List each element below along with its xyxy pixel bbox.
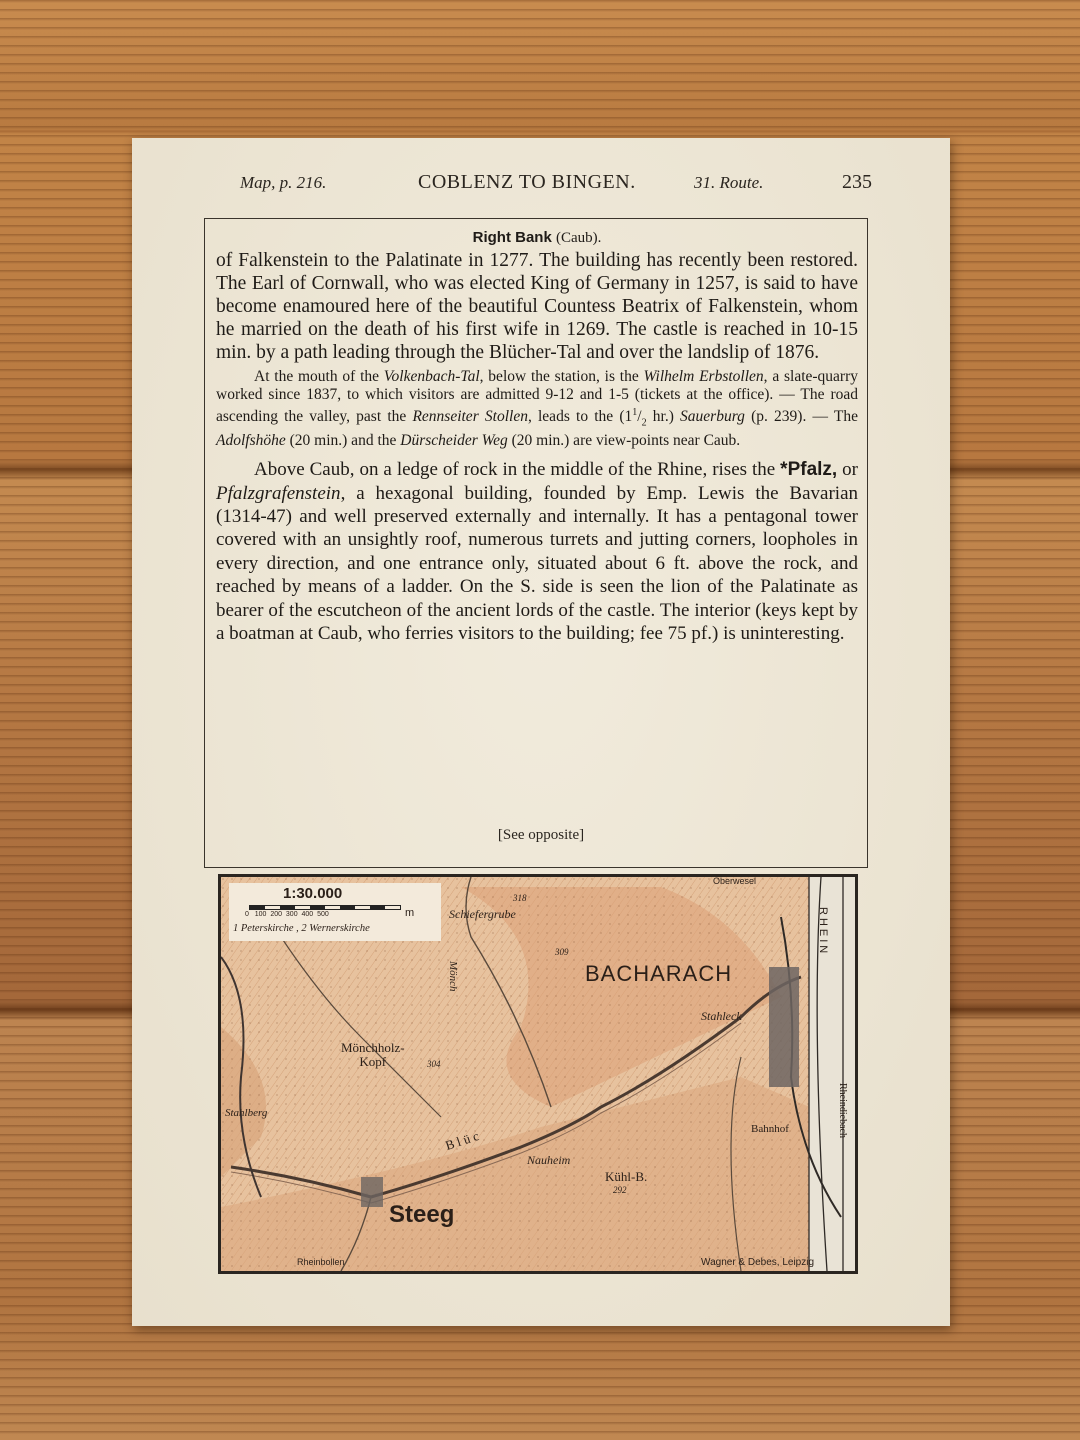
label-oberwesel: Oberwesel <box>713 876 757 886</box>
label-stahlberg: Stahlberg <box>225 1107 268 1119</box>
label-rheinbollen: Rheinbollen <box>297 1257 345 1267</box>
label-height-318: 318 <box>513 893 527 903</box>
label-height-309: 309 <box>555 947 569 957</box>
box-heading: Right Bank (Caub). <box>472 229 602 246</box>
label-schiefergrube: Schiefergrube <box>449 907 516 921</box>
scale-ratio: 1:30.000 <box>283 885 343 902</box>
label-height-304: 304 <box>427 1059 441 1069</box>
label-height-292: 292 <box>613 1185 627 1195</box>
label-rhein: RHEIN <box>817 907 829 957</box>
scale-unit: m <box>405 907 415 919</box>
map-legend: 1 Peterskirche , 2 Wernerskirche <box>233 923 370 934</box>
map-scale-block <box>229 883 441 941</box>
see-opposite-note: [See opposite] <box>497 827 585 843</box>
label-bahnhof: Bahnhof <box>751 1123 789 1135</box>
book-page <box>132 138 950 1326</box>
paragraph-volkenbach: At the mouth of the Volkenbach-Tal, below the station, is the Wilhelm Erbstollen, a slate-quarry worked since 1837, to which visitors are admitted 9-12 and 1-5 (tickets at the office). — The road ascending the valley, past the Rennseiter Stollen, leads to the ($1^1/_2$ hr.) Sauerburg (p. 239). — The Adolfshöhe (20 min.) and the Dürscheider Weg (20 min.) are view-points near Caub. <box>216 368 859 450</box>
paragraph-falkenstein: of Falkenstein to the Palatinate in 1277. The building has recently been restored. The Earl of Cornwall, who was elected King of Germany in 1257, is said to have become enamoured here of the beautiful Countess Beatrix of Falkenstein, whom he married on the death of his first wife in 1269. The castle is reached in 10-15 min. by a path leading through the Blücher-Tal and over the landslip of 1876. <box>216 250 858 363</box>
label-blucher-tal: B l ü c <box>443 1128 481 1153</box>
page-number: 235 <box>842 171 872 193</box>
scale-bar <box>249 905 401 910</box>
route-number: 31. Route. <box>694 173 764 192</box>
label-stahleck: Stahleck <box>701 1009 742 1023</box>
label-nauheim: Nauheim <box>527 1153 571 1167</box>
map-publisher-credit: Wagner & Debes, Leipzig <box>701 1257 815 1268</box>
page-header <box>240 171 872 199</box>
label-monchtal: Mönch <box>447 961 459 992</box>
scale-tick-labels: 0 100 200 300 400 500 <box>245 911 329 918</box>
label-kuhl-b: Kühl-B. <box>605 1169 648 1184</box>
text-box <box>204 218 868 868</box>
label-bacharach: BACHARACH <box>585 961 733 986</box>
label-rheindiebach: Rheindiebach <box>837 1083 848 1138</box>
map-reference: Map, p. 216. <box>240 173 327 192</box>
label-steeg: Steeg <box>389 1201 455 1228</box>
label-monchholz-kopf: Mönchholz- Kopf <box>341 1040 405 1069</box>
running-title: COBLENZ TO BINGEN. <box>418 171 636 193</box>
paragraph-pfalz: Above Caub, on a ledge of rock in the middle of the Rhine, rises the *Pfalz, or Pfalzgrafenstein, a hexagonal building, founded by Emp. Lewis the Bavarian (1314-47) and well preserved externally and internally. It has a pentagonal tower covered with an unsightly roof, numerous turrets and jutting corners, loopholes in every direction, and one entrance only, situated about 6 ft. above the rock, and reached by means of a ladder. On the S. side is seen the lion of the Palatinate as bearer of the escutcheon of the ancient lords of the castle. The interior (keys kept by a boatman at Caub, who ferries visitors to the building; fee 75 pf.) is uninteresting. <box>216 459 858 645</box>
bacharach-map <box>218 874 858 1274</box>
